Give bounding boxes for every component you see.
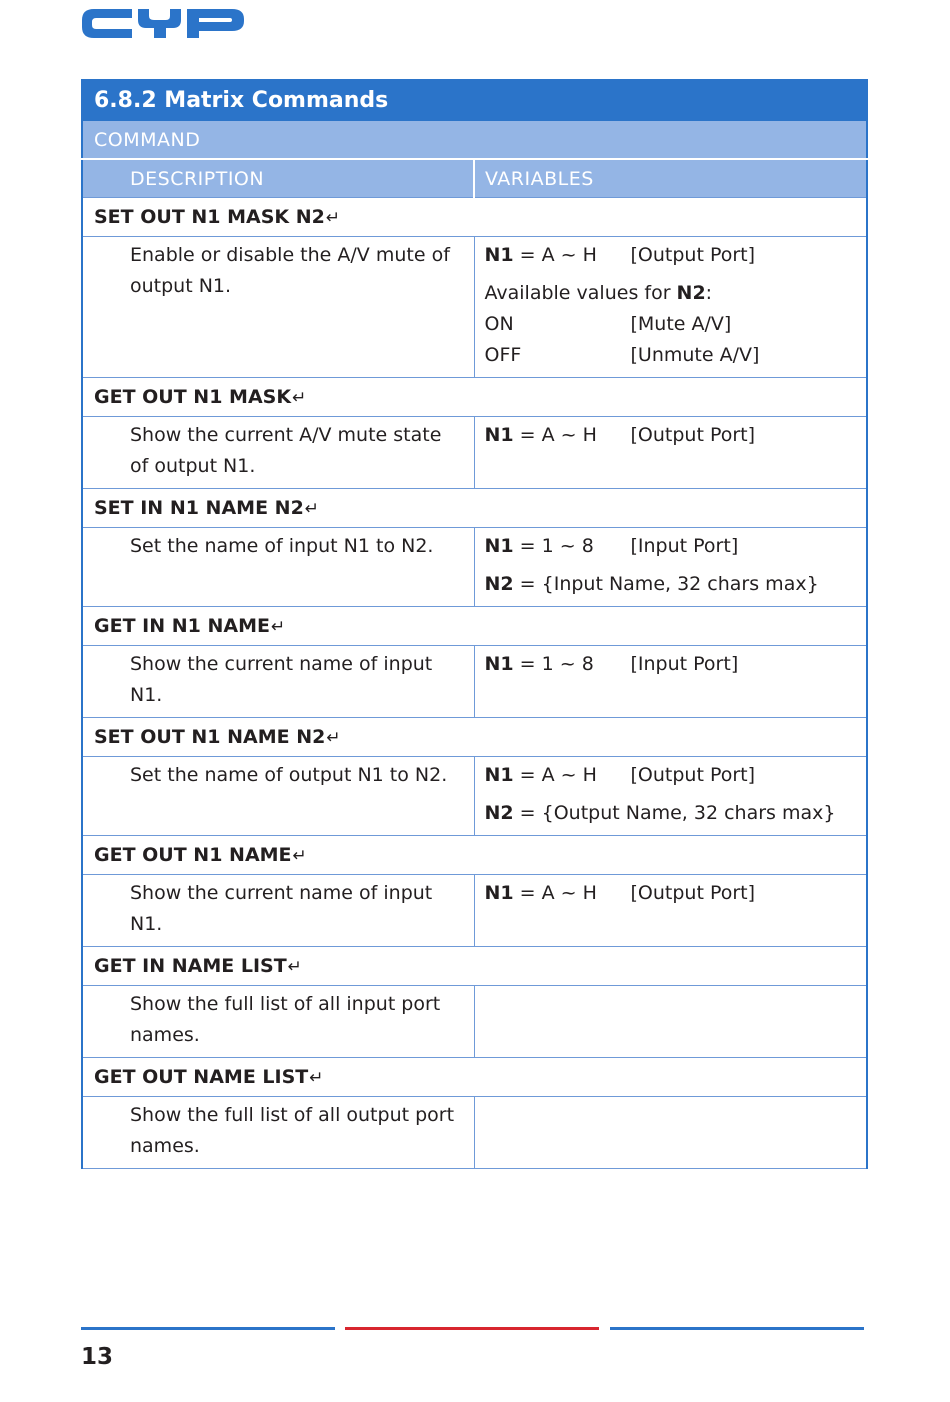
- description-row: [82, 237, 867, 378]
- command-description: Show the full list of all input port names.: [82, 986, 474, 1058]
- description-row: [82, 528, 867, 607]
- matrix-commands-table: [81, 79, 868, 1169]
- command-text: GET OUT N1 MASK↵: [82, 378, 867, 417]
- cyp-logo: [80, 7, 246, 40]
- page-number: 13: [81, 1344, 114, 1370]
- command-variables: N1 = 1 ~ 8 [Input Port] N2 = {Input Name, 32 chars max}: [474, 528, 867, 607]
- footer-line-left: [81, 1327, 335, 1330]
- return-icon: ↵: [270, 617, 286, 637]
- command-text: SET OUT N1 NAME N2↵: [82, 718, 867, 757]
- description-row: [82, 986, 867, 1058]
- return-icon: ↵: [287, 957, 302, 977]
- command-text: GET OUT NAME LIST↵: [82, 1058, 867, 1097]
- return-icon: ↵: [292, 846, 307, 866]
- command-variables: N1 = A ~ H [Output Port] Available values for N2: ON [Mute A/V] OFF [Unmute A/V]: [474, 237, 867, 378]
- return-icon: ↵: [309, 1068, 324, 1088]
- return-icon: ↵: [304, 499, 320, 519]
- command-text: SET OUT N1 MASK N2↵: [82, 198, 867, 237]
- command-text: GET IN NAME LIST↵: [82, 947, 867, 986]
- command-variables: N1 = 1 ~ 8 [Input Port]: [474, 646, 867, 718]
- description-row: [82, 646, 867, 718]
- section-title: 6.8.2 Matrix Commands: [82, 79, 867, 121]
- command-description: Set the name of output N1 to N2.: [82, 757, 474, 836]
- command-description: Show the full list of all output port names.: [82, 1097, 474, 1169]
- command-description: Show the current name of input N1.: [82, 875, 474, 947]
- command-variables: N1 = A ~ H [Output Port]: [474, 417, 867, 489]
- footer-line-right: [610, 1327, 864, 1330]
- description-row: [82, 417, 867, 489]
- command-row: [82, 198, 867, 237]
- command-row: [82, 1058, 867, 1097]
- command-row: [82, 836, 867, 875]
- footer-line-center: [345, 1327, 599, 1330]
- command-row: [82, 718, 867, 757]
- description-row: [82, 1097, 867, 1169]
- description-row: [82, 757, 867, 836]
- command-variables: N1 = A ~ H [Output Port]: [474, 875, 867, 947]
- command-row: [82, 947, 867, 986]
- command-description: Enable or disable the A/V mute of output N1.: [82, 237, 474, 378]
- variables-column-header: VARIABLES: [474, 159, 867, 198]
- command-description: Set the name of input N1 to N2.: [82, 528, 474, 607]
- command-column-header: COMMAND: [82, 121, 867, 159]
- return-icon: ↵: [325, 208, 341, 228]
- return-icon: ↵: [326, 728, 341, 748]
- command-row: [82, 607, 867, 646]
- command-text: SET IN N1 NAME N2↵: [82, 489, 867, 528]
- command-text: GET IN N1 NAME↵: [82, 607, 867, 646]
- command-variables: [474, 986, 867, 1058]
- command-description: Show the current name of input N1.: [82, 646, 474, 718]
- command-row: [82, 378, 867, 417]
- command-row: [82, 489, 867, 528]
- command-text: GET OUT N1 NAME↵: [82, 836, 867, 875]
- description-row: [82, 875, 867, 947]
- command-description: Show the current A/V mute state of output N1.: [82, 417, 474, 489]
- description-column-header: DESCRIPTION: [82, 159, 474, 198]
- command-variables: N1 = A ~ H [Output Port] N2 = {Output Name, 32 chars max}: [474, 757, 867, 836]
- command-variables: [474, 1097, 867, 1169]
- return-icon: ↵: [292, 388, 307, 408]
